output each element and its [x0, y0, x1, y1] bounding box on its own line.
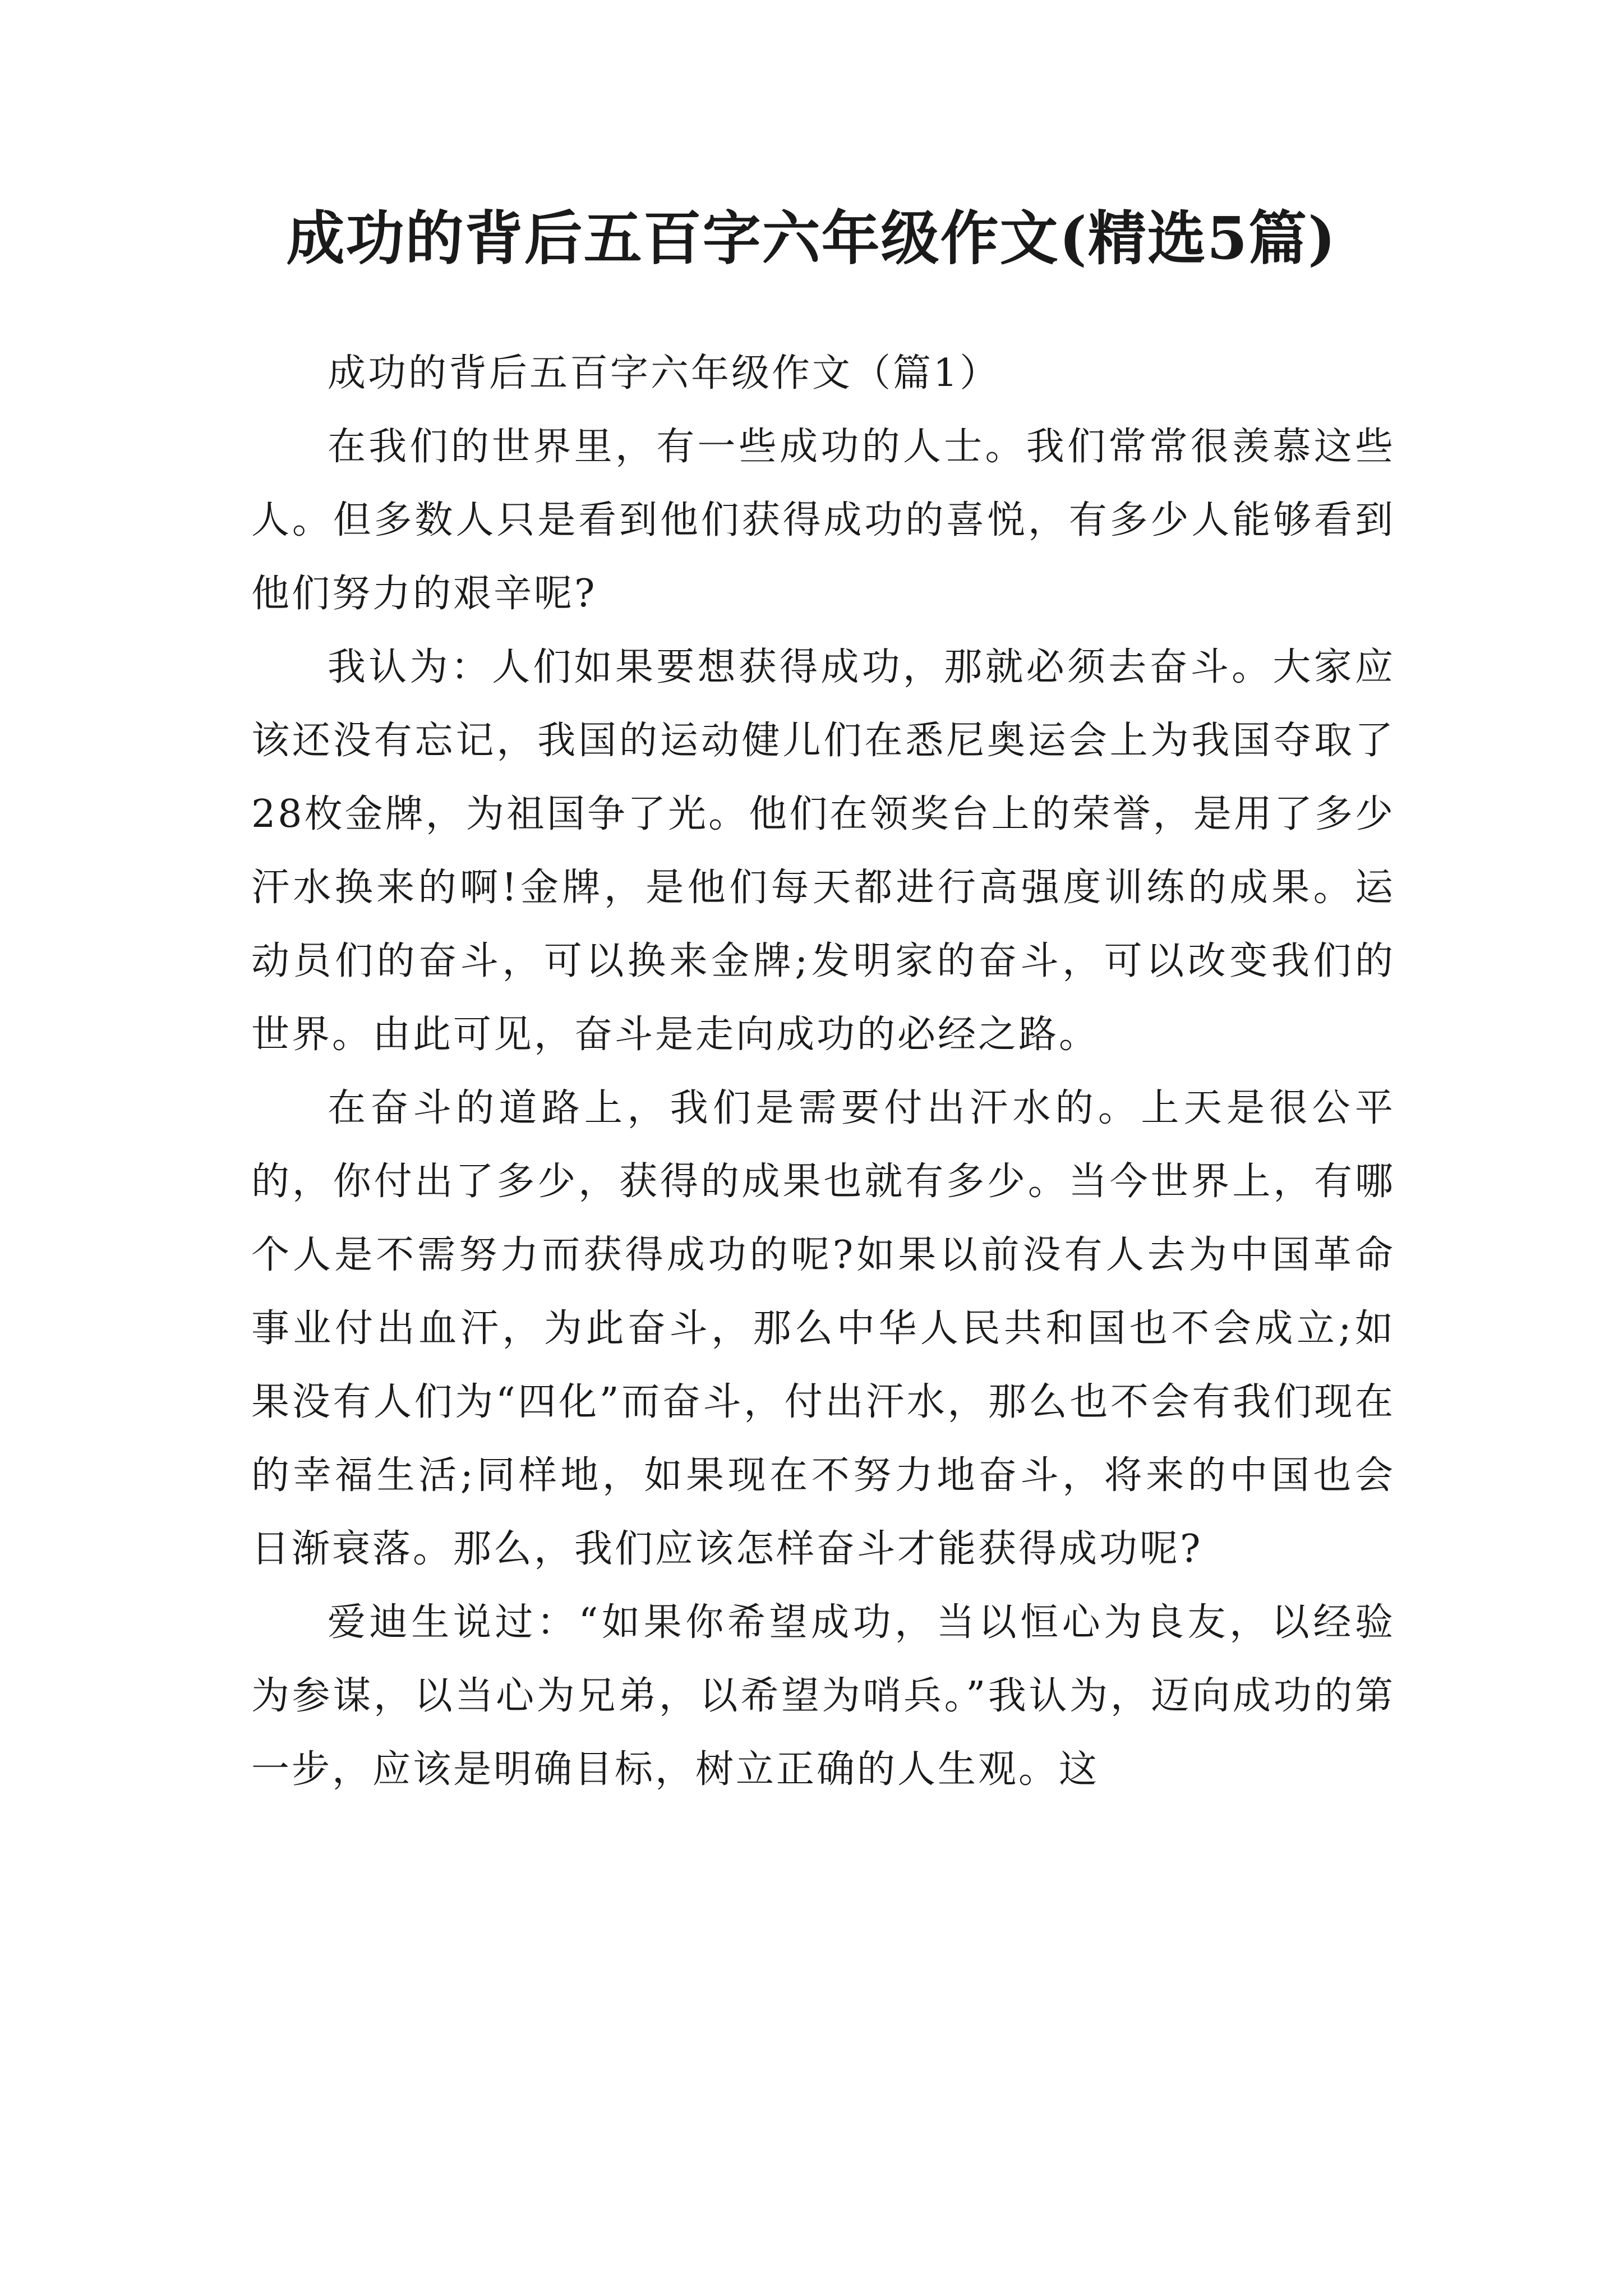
document-body — [251, 337, 1395, 1806]
paragraph-1: 在我们的世界里，有一些成功的人士。我们常常很羡慕这些人。但多数人只是看到他们获得成功的喜悦，有多少人能够看到他们努力的艰辛呢? — [251, 425, 1395, 616]
paragraph-4: 爱迪生说过：“如果你希望成功，当以恒心为良友，以经验为参谋，以当心为兄弟，以希望为哨兵。”我认为，迈向成功的第一步，应该是明确目标，树立正确的人生观。这 — [251, 1600, 1395, 1792]
section-heading: 成功的背后五百字六年级作文（篇1） — [328, 351, 1000, 395]
paragraph-3: 在奋斗的道路上，我们是需要付出汗水的。上天是很公平的，你付出了多少，获得的成果也就有多少。当今世界上，有哪个人是不需努力而获得成功的呢?如果以前没有人去为中国革命事业付出血汗，为此奋斗，那么中华人民共和国也不会成立;如果没有人们为“四化”而奋斗，付出汗水，那么也不会有我们现在的幸福生活;同样地，如果现在不努力地奋斗，将来的中国也会日渐衰落。那么，我们应该怎样奋斗才能获得成功呢? — [251, 1086, 1395, 1571]
document-title: 成功的背后五百字六年级作文(精选5篇) — [286, 204, 1337, 273]
paragraph-2: 我认为：人们如果要想获得成功，那就必须去奋斗。大家应该还没有忘记，我国的运动健儿们在悉尼奥运会上为我国夺取了28枚金牌，为祖国争了光。他们在领奖台上的荣誉，是用了多少汗水换来的啊!金牌，是他们每天都进行高强度训练的成果。运动员们的奋斗，可以换来金牌;发明家的奋斗，可以改变我们的世界。由此可见，奋斗是走向成功的必经之路。 — [251, 645, 1395, 1057]
